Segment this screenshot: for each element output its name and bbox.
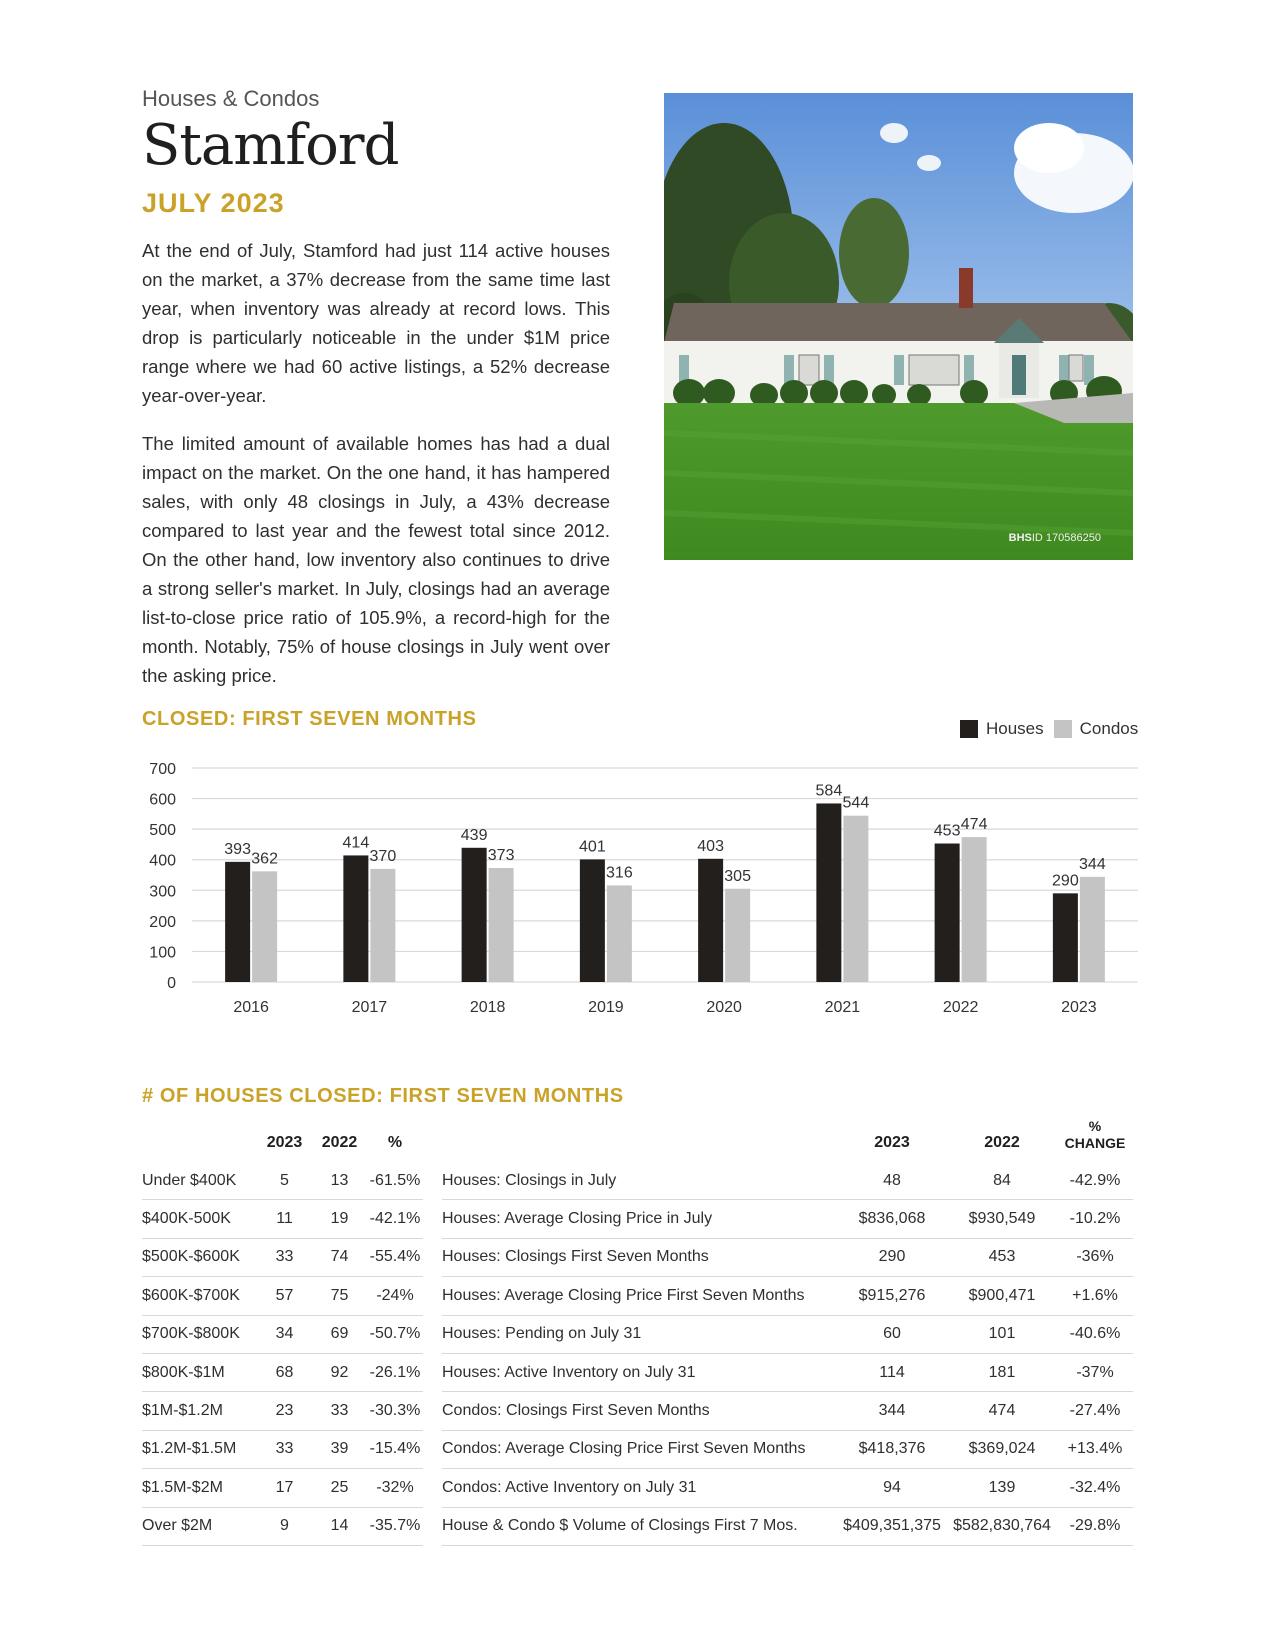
row-value: -26.1% <box>367 1353 423 1391</box>
row-value: 474 <box>947 1392 1057 1430</box>
row-value: 181 <box>947 1353 1057 1391</box>
legend-item-condos <box>1054 719 1139 739</box>
table-row <box>442 1392 1133 1430</box>
row-value: -40.6% <box>1057 1315 1133 1353</box>
legend-label-condos: Condos <box>1079 719 1139 738</box>
market-stats-table <box>442 1118 1133 1546</box>
report-kicker: Houses & Condos <box>142 86 320 111</box>
data-label-houses: 393 <box>224 840 251 858</box>
stats-header-3: % CHANGE <box>1064 1118 1126 1151</box>
row-value: 48 <box>837 1162 947 1200</box>
row-label: Over $2M <box>142 1507 257 1545</box>
row-value: 60 <box>837 1315 947 1353</box>
bar-condos <box>489 868 514 982</box>
data-label-condos: 316 <box>606 864 633 882</box>
y-tick-label: 300 <box>149 883 176 901</box>
row-label: Condos: Active Inventory on July 31 <box>442 1469 837 1507</box>
closings-bar-chart <box>140 752 1140 1027</box>
photo-id: ID 170586250 <box>1031 532 1101 544</box>
table-row <box>142 1353 423 1391</box>
row-value: +1.6% <box>1057 1277 1133 1315</box>
row-label: Condos: Closings First Seven Months <box>442 1392 837 1430</box>
row-value: $836,068 <box>837 1200 947 1238</box>
row-label: $1.2M-$1.5M <box>142 1430 257 1468</box>
row-value: 19 <box>312 1200 367 1238</box>
data-label-condos: 305 <box>724 867 751 885</box>
row-value: 92 <box>312 1353 367 1391</box>
row-value: 344 <box>837 1392 947 1430</box>
y-tick-label: 0 <box>167 975 176 992</box>
row-value: $582,830,764 <box>947 1507 1057 1545</box>
row-value: 33 <box>257 1238 312 1276</box>
chart-svg <box>140 752 1140 1022</box>
x-tick-label: 2016 <box>233 999 269 1016</box>
data-label-condos: 344 <box>1079 855 1106 873</box>
row-value: 69 <box>312 1315 367 1353</box>
row-label: $600K-$700K <box>142 1277 257 1315</box>
row-value: 101 <box>947 1315 1057 1353</box>
row-value: -27.4% <box>1057 1392 1133 1430</box>
row-value: 453 <box>947 1238 1057 1276</box>
chart-legend <box>960 719 1148 739</box>
data-label-condos: 370 <box>369 847 397 865</box>
row-label: $800K-$1M <box>142 1353 257 1391</box>
row-value: 75 <box>312 1277 367 1315</box>
data-label-houses: 403 <box>697 837 724 855</box>
photo-brand: BHS <box>1008 532 1032 544</box>
bar-houses <box>816 803 841 982</box>
row-label: Houses: Pending on July 31 <box>442 1315 837 1353</box>
row-value: 23 <box>257 1392 312 1430</box>
row-value: -29.8% <box>1057 1507 1133 1545</box>
legend-label-houses: Houses <box>986 719 1044 738</box>
report-month: JULY 2023 <box>142 188 285 218</box>
row-label: Condos: Average Closing Price First Seven Months <box>442 1430 837 1468</box>
legend-item-houses <box>960 719 1044 739</box>
row-label: Houses: Average Closing Price First Seven Months <box>442 1277 837 1315</box>
row-value: $900,471 <box>947 1277 1057 1315</box>
table-row <box>142 1162 423 1200</box>
house-photo <box>664 93 1133 560</box>
x-tick-label: 2017 <box>351 999 388 1016</box>
bar-condos <box>1080 877 1105 982</box>
row-label: $400K-500K <box>142 1200 257 1238</box>
row-label: Houses: Closings First Seven Months <box>442 1238 837 1276</box>
row-value: -32% <box>367 1469 423 1507</box>
bar-houses <box>1053 893 1078 982</box>
row-label: $1M-$1.2M <box>142 1392 257 1430</box>
data-label-houses: 453 <box>933 822 961 840</box>
row-label: $1.5M-$2M <box>142 1469 257 1507</box>
row-value: 25 <box>312 1469 367 1507</box>
row-value: 39 <box>312 1430 367 1468</box>
row-value: -35.7% <box>367 1507 423 1545</box>
row-value: -15.4% <box>367 1430 423 1468</box>
y-tick-label: 400 <box>149 852 176 870</box>
data-label-houses: 401 <box>579 838 606 856</box>
row-value: 74 <box>312 1238 367 1276</box>
row-value: 139 <box>947 1469 1057 1507</box>
table-row <box>142 1469 423 1507</box>
row-value: 17 <box>257 1469 312 1507</box>
price-table-title: # OF HOUSES CLOSED: FIRST SEVEN MONTHS <box>142 1085 624 1107</box>
row-value: -42.1% <box>367 1200 423 1238</box>
row-value: $418,376 <box>837 1430 947 1468</box>
x-tick-label: 2018 <box>469 999 506 1016</box>
bar-houses <box>698 859 723 982</box>
bar-condos <box>843 816 868 982</box>
bar-houses <box>935 844 960 982</box>
row-value: $915,276 <box>837 1277 947 1315</box>
table-row <box>442 1277 1133 1315</box>
data-label-condos: 544 <box>842 794 870 812</box>
y-tick-label: 100 <box>149 944 176 962</box>
row-value: 13 <box>312 1162 367 1200</box>
row-label: House & Condo $ Volume of Closings First 7 Mos. <box>442 1507 837 1545</box>
stats-header-0 <box>442 1118 837 1162</box>
bar-condos <box>725 889 750 982</box>
bar-condos <box>607 885 632 982</box>
x-tick-label: 2020 <box>706 999 742 1016</box>
row-value: -55.4% <box>367 1238 423 1276</box>
table-row <box>142 1392 423 1430</box>
table-row <box>442 1430 1133 1468</box>
stats-header-2: 2022 <box>984 1134 1020 1151</box>
x-tick-label: 2021 <box>824 999 861 1016</box>
intro-paragraph: At the end of July, Stamford had just 114 active houses on the market, a 37% decrease from the same time last year, when inventory was already at record lows. This drop is particularly noticeable in the under $1M price range where we had 60 active listings, a 52% decrease year-over-year. <box>142 240 610 406</box>
table-row <box>142 1200 423 1238</box>
legend-swatch-houses <box>960 720 978 738</box>
market-paragraph: The limited amount of available homes has had a dual impact on the market. On the one hand, it has hampered sales, with only 48 closings in July, a 43% decrease compared to last year and the fewest total since 2012. On the other hand, low inventory also continues to drive a strong seller's market. In July, closings had an average list-to-close price ratio of 105.9%, a record-high for the month. Notably, 75% of house closings in July went over the asking price. <box>142 433 610 686</box>
stats-header-1: 2023 <box>874 1134 910 1151</box>
row-value: 33 <box>257 1430 312 1468</box>
legend-swatch-condos <box>1054 720 1072 738</box>
row-label: Under $400K <box>142 1162 257 1200</box>
row-value: $369,024 <box>947 1430 1057 1468</box>
row-label: Houses: Active Inventory on July 31 <box>442 1353 837 1391</box>
table-row <box>442 1200 1133 1238</box>
row-value: -24% <box>367 1277 423 1315</box>
table-row <box>142 1238 423 1276</box>
row-value: -32.4% <box>1057 1469 1133 1507</box>
table-row <box>142 1507 423 1545</box>
row-value: 57 <box>257 1277 312 1315</box>
y-tick-label: 500 <box>149 822 176 840</box>
x-tick-label: 2022 <box>942 999 979 1016</box>
price-header-2: 2022 <box>321 1134 358 1151</box>
data-label-condos: 362 <box>251 850 278 868</box>
row-value: 290 <box>837 1238 947 1276</box>
x-tick-label: 2019 <box>588 999 624 1016</box>
row-value: +13.4% <box>1057 1430 1133 1468</box>
row-value: $409,351,375 <box>837 1507 947 1545</box>
row-label: Houses: Average Closing Price in July <box>442 1200 837 1238</box>
row-value: -30.3% <box>367 1392 423 1430</box>
row-value: 33 <box>312 1392 367 1430</box>
table-row <box>442 1238 1133 1276</box>
bar-houses <box>580 859 605 982</box>
data-label-houses: 290 <box>1052 872 1079 890</box>
row-value: -42.9% <box>1057 1162 1133 1200</box>
table-row <box>442 1162 1133 1200</box>
row-value: 68 <box>257 1353 312 1391</box>
bar-condos <box>962 837 987 982</box>
row-label: Houses: Closings in July <box>442 1162 837 1200</box>
y-tick-label: 600 <box>149 791 176 809</box>
row-value: 84 <box>947 1162 1057 1200</box>
table-row <box>442 1315 1133 1353</box>
bar-houses <box>225 862 250 982</box>
price-header-3: % <box>387 1134 403 1151</box>
table-row <box>142 1277 423 1315</box>
row-value: 94 <box>837 1469 947 1507</box>
row-value: 14 <box>312 1507 367 1545</box>
row-value: -10.2% <box>1057 1200 1133 1238</box>
table-row <box>442 1469 1133 1507</box>
bar-houses <box>462 848 487 982</box>
row-label: $700K-$800K <box>142 1315 257 1353</box>
price-header-1: 2023 <box>266 1134 303 1151</box>
y-tick-label: 700 <box>149 761 176 778</box>
row-value: 9 <box>257 1507 312 1545</box>
table-row <box>142 1430 423 1468</box>
row-value: $930,549 <box>947 1200 1057 1238</box>
row-value: 11 <box>257 1200 312 1238</box>
row-label: $500K-$600K <box>142 1238 257 1276</box>
table-row <box>442 1353 1133 1391</box>
data-label-houses: 439 <box>460 826 488 844</box>
data-label-condos: 474 <box>960 816 988 834</box>
row-value: -50.7% <box>367 1315 423 1353</box>
photo-credit <box>1009 532 1101 544</box>
y-tick-label: 200 <box>149 913 176 931</box>
bar-houses <box>343 855 368 982</box>
row-value: 5 <box>257 1162 312 1200</box>
data-label-houses: 584 <box>815 782 843 800</box>
bar-condos <box>252 871 277 982</box>
row-value: 114 <box>837 1353 947 1391</box>
x-tick-label: 2023 <box>1061 999 1097 1016</box>
row-value: -61.5% <box>367 1162 423 1200</box>
town-title: Stamford <box>142 113 399 178</box>
row-value: -37% <box>1057 1353 1133 1391</box>
chart-section-title: CLOSED: FIRST SEVEN MONTHS <box>142 708 477 730</box>
data-label-condos: 373 <box>487 846 515 864</box>
data-label-houses: 414 <box>342 834 370 852</box>
row-value: -36% <box>1057 1238 1133 1276</box>
price-header-0 <box>142 1134 257 1162</box>
bar-condos <box>370 869 395 982</box>
row-value: 34 <box>257 1315 312 1353</box>
table-row <box>142 1315 423 1353</box>
table-row <box>442 1507 1133 1545</box>
price-range-table <box>142 1134 423 1546</box>
